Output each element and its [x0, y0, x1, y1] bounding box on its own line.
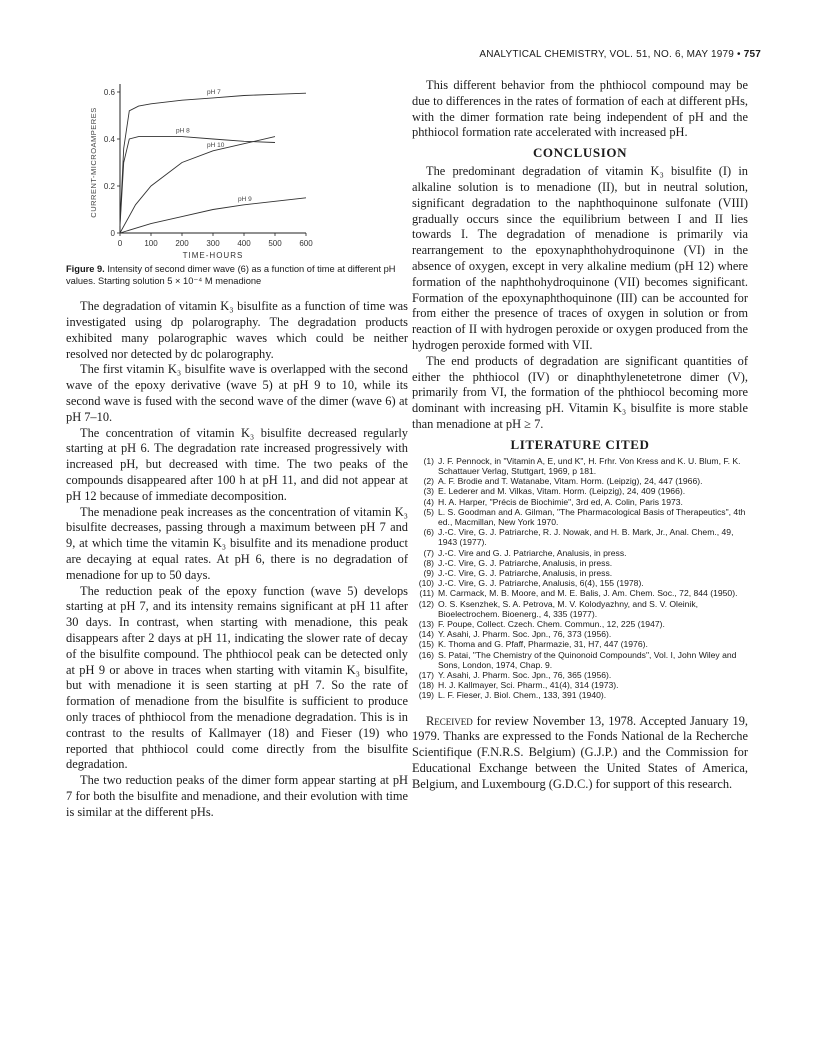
- reference-number: (2): [423, 476, 434, 487]
- reference-item: [412, 599, 748, 619]
- literature-cited-heading: LITERATURE CITED: [510, 436, 650, 452]
- reference-number: (18): [418, 680, 434, 691]
- reference-item: [412, 527, 748, 547]
- reference-text: L. F. Fieser, J. Biol. Chem., 133, 391 (1940).: [438, 690, 607, 701]
- series-line: [120, 195, 306, 233]
- reference-item: [412, 548, 748, 558]
- right-paragraph-1: This different behavior from the phthiocol compound may be due to differences in the rates of formation of each at different pHs, with the dimer formation rate being independent of pH and the phthiocol formation rate accelerated with increased pH.: [412, 78, 748, 140]
- reference-text: J.-C. Vire and G. J. Patriarche, Analusis, in press.: [438, 547, 627, 558]
- x-tick-label: 100: [144, 239, 158, 248]
- reference-text: Y. Asahi, J. Pharm. Soc. Jpn., 76, 365 (1956).: [438, 670, 612, 680]
- y-tick-label: 0: [110, 229, 115, 238]
- reference-number: (16): [418, 649, 434, 660]
- reference-number: (6): [423, 527, 434, 538]
- left-paragraph-1: The degradation of vitamin K₃ bisulfite as a function of time was investigated using dp polarography. The degradation products exhibited many polarographic waves which could be neither resolved nor detected by dc polarography.: [66, 299, 408, 361]
- reference-number: (13): [418, 618, 434, 629]
- left-paragraph-2: The first vitamin K₃ bisulfite wave is overlapped with the second wave of the epoxy derivative (wave 5) at pH 9 to 10, while its second wave is fused with the second wave of the dimer (wave 6) at pH 7–10.: [66, 362, 408, 424]
- figure-9: [66, 78, 408, 264]
- series-line: [120, 137, 275, 233]
- received-note: [412, 714, 748, 793]
- y-tick-label: 0.2: [103, 182, 115, 191]
- x-axis-label: TIME-HOURS: [182, 251, 244, 260]
- series-line: [120, 93, 306, 223]
- reference-item: [412, 558, 748, 568]
- reference-number: (8): [423, 557, 434, 568]
- reference-text: J.-C. Vire, G. J. Patriarche, R. J. Nowak, and H. B. Mark, Jr., Anal. Chem., 49, 1943 (1977).: [438, 527, 734, 548]
- reference-number: (11): [419, 588, 434, 599]
- left-paragraph-3: The concentration of vitamin K₃ bisulfite decreased regularly starting at pH 6. The degradation rate increased progressively with increased pH, but decreased with time. The two peaks of the compounds disappeared after 100 h at pH 11, and did not appear at pH 12 because of immediate decomposition.: [66, 425, 408, 503]
- page-number: 757: [743, 49, 761, 60]
- reference-number: (4): [423, 496, 434, 507]
- conclusion-heading: CONCLUSION: [532, 145, 628, 161]
- reference-text: M. Carmack, M. B. Moore, and M. E. Balis, J. Am. Chem. Soc., 72, 844 (1950).: [438, 588, 738, 599]
- conclusion-paragraph-2: The end products of degradation are significant quantities of either the phthiocol (IV) or dinaphthylenetetrone dimer (V), primarily from VI, the formation of the phthiocol becoming more dominant with increasing pH. Vitamin K₃ bisulfite is more stable than menadione at pH ≥ 7.: [412, 353, 748, 431]
- y-tick-label: 0.4: [103, 135, 115, 144]
- reference-text: J. F. Pennock, in "Vitamin A, E, und K", H. Frhr. Von Kress and K. U. Blum, F. K. Schattauer Verlag, Stuttgart, 1969, p 181.: [438, 455, 741, 476]
- reference-number: (3): [423, 486, 434, 497]
- reference-number: (9): [423, 567, 434, 578]
- reference-number: (19): [418, 690, 434, 701]
- reference-text: J.-C. Vire, G. J. Patriarche, Analusis, in press.: [438, 557, 613, 568]
- reference-list: [412, 456, 748, 701]
- figure-9-caption-label: Figure 9.: [66, 264, 105, 274]
- left-paragraph-4: The menadione peak increases as the concentration of vitamin K₃ bisulfite decreases, passing through a maximum between pH 7 and 9, at which time the vitamin K₃ bisulfite and its menadione product are decaying at equal rates. At pH 6, there is no degradation of menadione for up to 50 days.: [66, 504, 408, 582]
- reference-text: A. F. Brodie and T. Watanabe, Vitam. Horm. (Leipzig), 24, 447 (1966).: [438, 476, 703, 487]
- reference-item: [412, 680, 748, 690]
- reference-text: H. A. Harper, "Précis de Biochimie", 3rd ed, A. Colin, Paris 1973.: [438, 496, 683, 507]
- reference-item: [412, 639, 748, 649]
- reference-number: (10): [418, 578, 434, 589]
- left-paragraph-5: The reduction peak of the epoxy function (wave 5) develops starting at pH 7, and its intensity remains significant at pH 11 after 30 days. In contrast, when starting with menadione, this peak disappears after 2 days at pH 11, indicating the slower rate of decay of the bisulfite compound. The phthiocol peak can be detected only at pH 9 or above in traces when starting with vitamin K₃ bisulfite, but with menadione it is seen starting at pH 7. So the rate of formation of menadione from the bisulfite is sufficient to produce only traces of phthiocol from the menadione degradation. This is in contrast to the results of Kallmayer (18) and Fieser (19) who reported that phthiocol could come directly from the bisulfite degradation.: [66, 583, 408, 772]
- reference-number: (7): [423, 547, 434, 558]
- reference-item: [412, 690, 748, 700]
- journal-citation: ANALYTICAL CHEMISTRY, VOL. 51, NO. 6, MAY 1979: [479, 49, 735, 60]
- reference-text: L. S. Goodman and A. Gilman, "The Pharmacological Basis of Therapeutics", 4th ed., Macmillan, New York 1970.: [438, 506, 746, 527]
- reference-item: [412, 650, 748, 670]
- reference-item: [412, 578, 748, 588]
- x-tick-label: 500: [268, 239, 282, 248]
- reference-text: K. Thoma and G. Pfaff, Pharmazie, 31, H7, 447 (1976).: [438, 639, 648, 650]
- reference-item: [412, 588, 748, 598]
- reference-item: [412, 619, 748, 629]
- figure-9-caption: [66, 264, 408, 287]
- reference-item: [412, 568, 748, 578]
- reference-text: J.-C. Vire, G. J. Patriarche, Analusis, in press.: [438, 567, 613, 578]
- reference-item: [412, 456, 748, 476]
- reference-item: [412, 486, 748, 496]
- figure-9-caption-text: Intensity of second dimer wave (6) as a function of time at different pH values. Starting solution 5 × 10⁻⁴ M menadione: [66, 264, 396, 286]
- running-header: [479, 49, 761, 60]
- reference-text: F. Poupe, Collect. Czech. Chem. Commun., 12, 225 (1947).: [438, 618, 665, 629]
- conclusion-paragraph-1: The predominant degradation of vitamin K₃ bisulfite (I) in alkaline solution is to menadione (II), but in neutral solution, significant degradation to the naphthoquinone sulfonate (VIII) gradually occurs since the equilibrium between I and II lies towards I. The degradation of menadione is primarily via rearrangement to the epoxynaphthohydroquinone (VI) in the absence of oxygen, except in very alkaline medium (pH 12) where formation of the naphthohydroquinone (VII) becomes significant. Formation of the epoxynaphthoquinone (III) can be accounted for from either the presence of traces of oxygen in solution or from reaction of II with hydrogen peroxide or oxygen produced from the hydrogen peroxide formed with VII.: [412, 164, 748, 352]
- right-column: [412, 78, 748, 793]
- reference-item: [412, 670, 748, 680]
- received-text: for review November 13, 1978. Accepted January 19, 1979. Thanks are expressed to the Fonds National de la Recherche Scientifique (F.N.R.S. Belgium) (G.J.P.) and the Commission for Educational Exchange between the United States of America, Belgium, and Luxembourg (G.D.C.) for support of this research.: [412, 713, 748, 791]
- x-tick-label: 0: [117, 239, 123, 248]
- reference-number: (1): [423, 455, 434, 466]
- reference-item: [412, 476, 748, 486]
- x-tick-label: 600: [299, 239, 313, 248]
- y-axis-label: CURRENT-MICROAMPERES: [89, 107, 98, 218]
- x-tick-label: 200: [175, 239, 189, 248]
- left-column: [66, 78, 408, 820]
- x-tick-label: 400: [237, 239, 251, 248]
- x-tick-label: 300: [206, 239, 220, 248]
- y-tick-label: 0.6: [103, 88, 115, 97]
- reference-item: [412, 629, 748, 639]
- header-bullet: •: [737, 49, 741, 60]
- figure-9-chart: [66, 78, 408, 264]
- reference-number: (17): [418, 670, 434, 680]
- series-label: pH 7: [207, 88, 221, 96]
- reference-item: [412, 507, 748, 527]
- reference-text: J.-C. Vire, G. J. Patriarche, Analusis, 6(4), 155 (1978).: [438, 578, 644, 589]
- reference-number: (12): [418, 598, 434, 609]
- reference-text: S. Patai, "The Chemistry of the Quinonoid Compounds", Vol. I, John Wiley and Sons, London, 1974, Chap. 9.: [438, 649, 737, 670]
- reference-number: (15): [418, 639, 434, 650]
- reference-number: (5): [423, 506, 434, 517]
- series-label: pH 9: [238, 195, 252, 203]
- reference-text: O. S. Ksenzhek, S. A. Petrova, M. V. Kolodyazhny, and S. V. Oleinik, Bioelectrochem. Bioenerg., 4, 335 (1977).: [438, 598, 699, 619]
- received-lead: Received: [426, 713, 473, 728]
- reference-text: H. J. Kallmayer, Sci. Pharm., 41(4), 314 (1973).: [438, 680, 619, 691]
- reference-text: E. Lederer and M. Vilkas, Vitam. Horm. (Leipzig), 24, 409 (1966).: [438, 486, 686, 497]
- left-paragraph-6: The two reduction peaks of the dimer form appear starting at pH 7 for both the bisulfite and menadione, and their evolution with time is similar at the different pHs.: [66, 773, 408, 819]
- series-line: [120, 137, 275, 226]
- series-label: pH 10: [207, 141, 225, 149]
- reference-text: Y. Asahi, J. Pharm. Soc. Jpn., 76, 373 (1956).: [438, 629, 612, 640]
- series-label: pH 8: [176, 127, 190, 135]
- reference-number: (14): [418, 629, 434, 640]
- reference-item: [412, 497, 748, 507]
